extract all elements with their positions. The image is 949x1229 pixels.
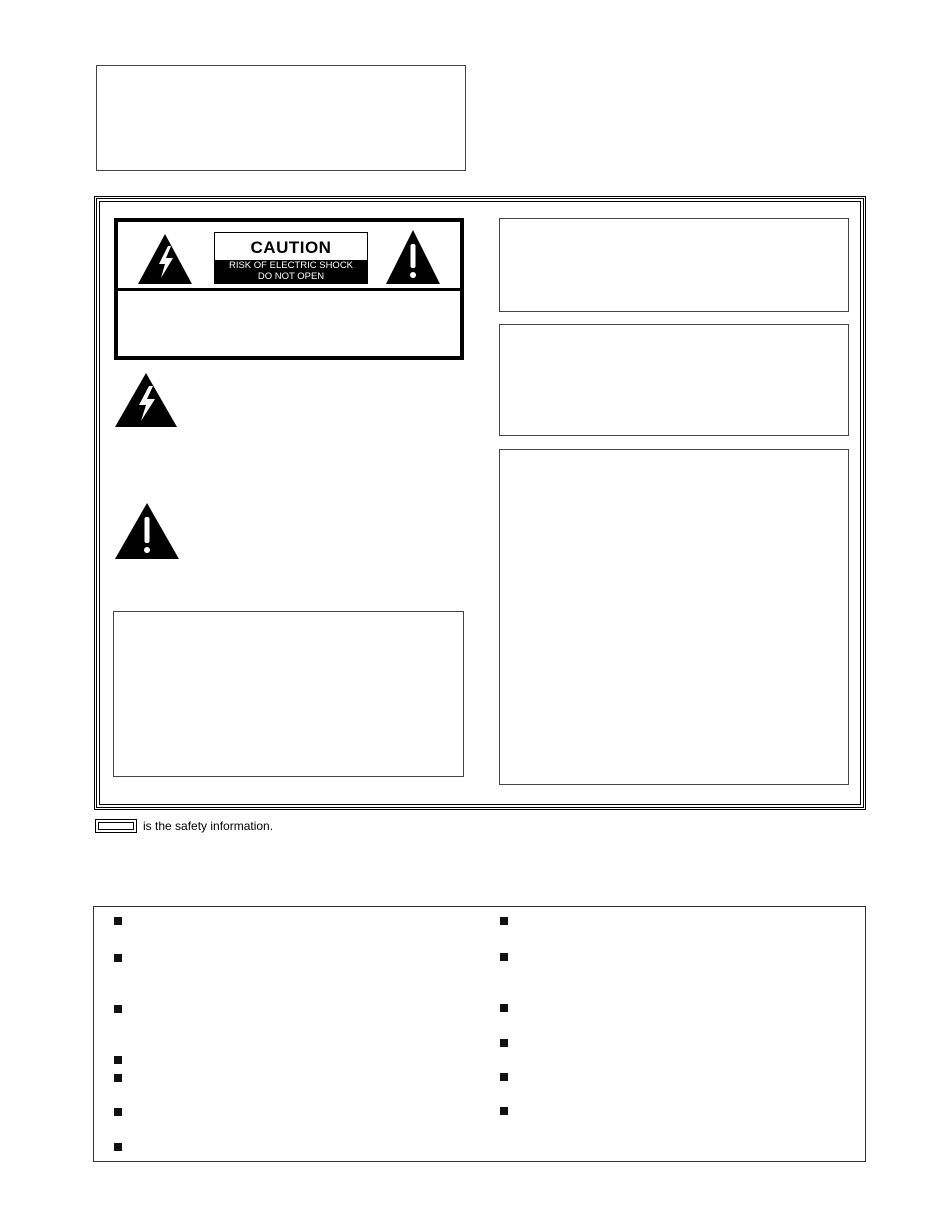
- square-bullet-icon: [500, 1107, 508, 1115]
- square-bullet-icon: [114, 1143, 122, 1151]
- legend-swatch: [95, 819, 137, 833]
- lightning-bolt-triangle-icon: [115, 373, 177, 432]
- square-bullet-icon: [114, 954, 122, 962]
- lightning-bolt-triangle-icon: [138, 234, 192, 284]
- caution-title-box: [214, 232, 368, 284]
- square-bullet-icon: [500, 917, 508, 925]
- square-bullet-icon: [114, 1005, 122, 1013]
- square-bullet-icon: [500, 1004, 508, 1012]
- right-warning-box-3: [499, 449, 849, 785]
- caution-title: CAUTION: [250, 238, 332, 257]
- caution-label: [114, 218, 464, 360]
- square-bullet-icon: [114, 1074, 122, 1082]
- top-notice-box: [96, 65, 466, 171]
- exclamation-triangle-icon: [386, 230, 440, 284]
- square-bullet-icon: [500, 1073, 508, 1081]
- right-warning-box-2: [499, 324, 849, 436]
- right-warning-box-1: [499, 218, 849, 312]
- square-bullet-icon: [500, 953, 508, 961]
- exclamation-triangle-icon: [115, 503, 179, 564]
- caution-subtitle-line-2: DO NOT OPEN: [257, 270, 325, 282]
- left-warning-box: [113, 611, 464, 777]
- square-bullet-icon: [114, 1056, 122, 1064]
- notes-box: [93, 906, 866, 1162]
- caution-label-divider: [118, 288, 460, 291]
- caution-subtitle-line-1: RISK OF ELECTRIC SHOCK: [228, 260, 354, 271]
- legend-text: is the safety information.: [143, 819, 274, 833]
- caution-subtitle: [215, 260, 367, 283]
- square-bullet-icon: [114, 1108, 122, 1116]
- square-bullet-icon: [500, 1039, 508, 1047]
- square-bullet-icon: [114, 917, 122, 925]
